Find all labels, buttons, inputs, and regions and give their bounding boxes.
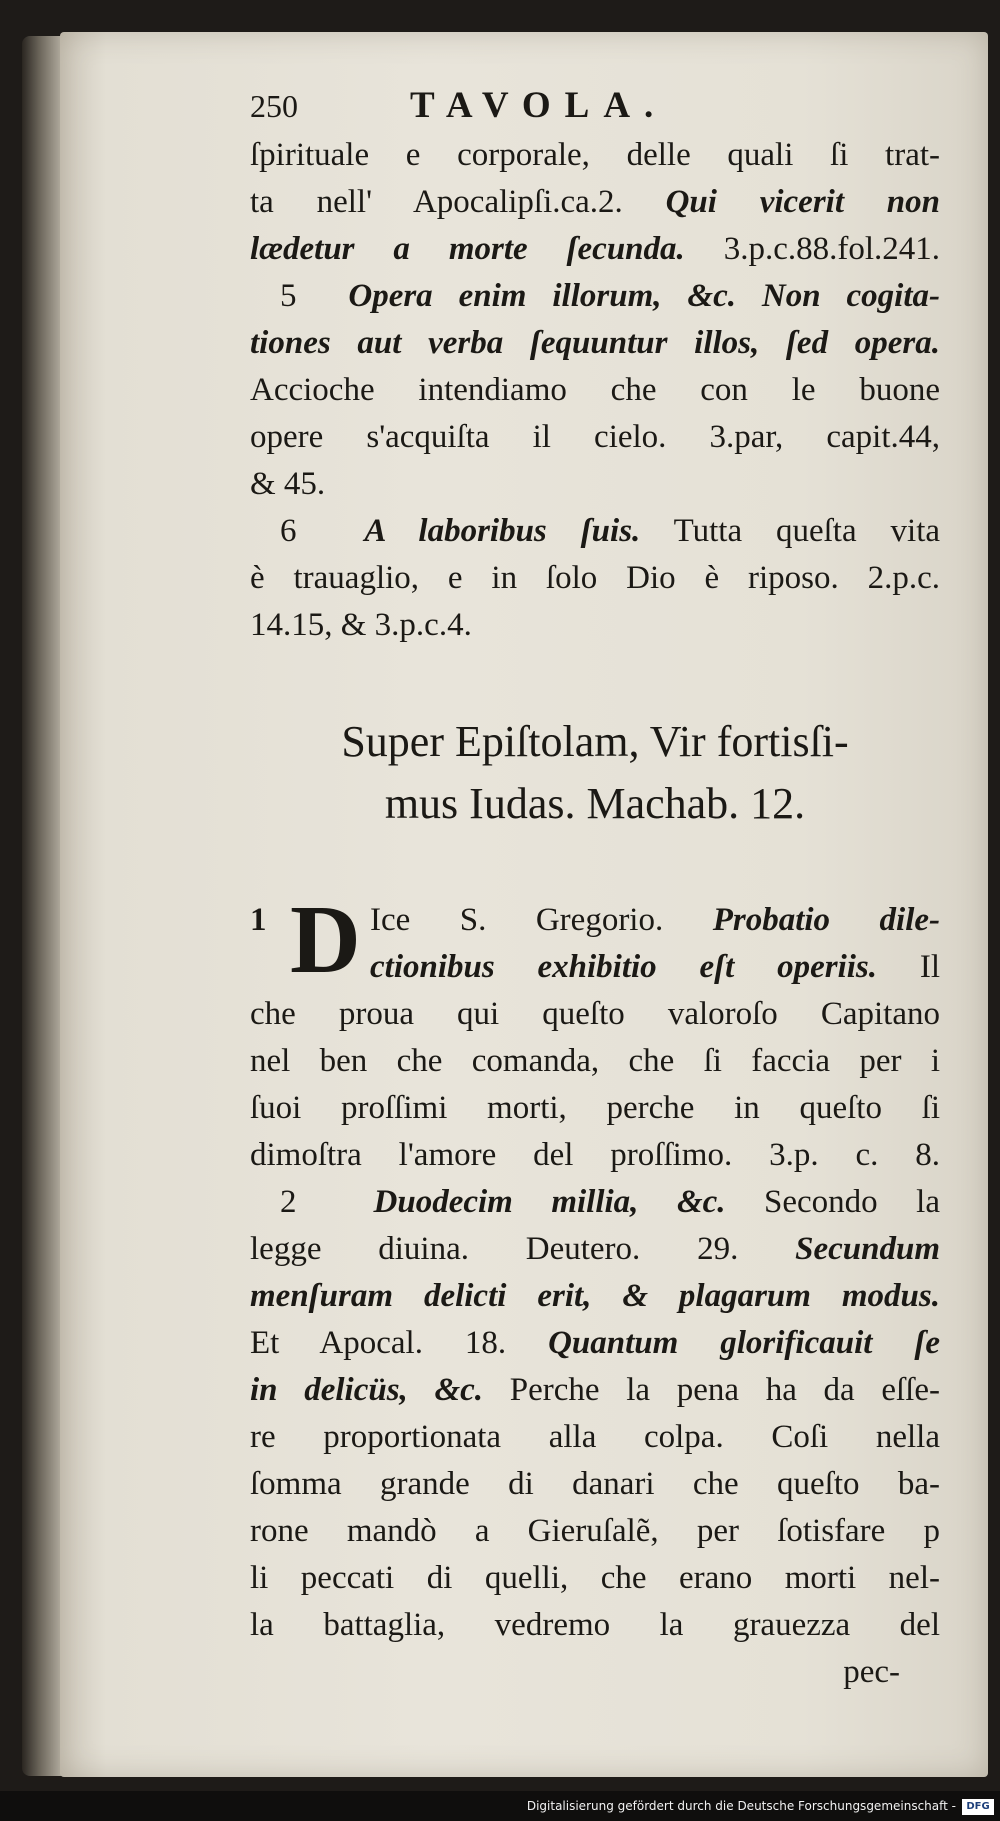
text-line: ſuoi proſſimi morti, perche in queſto ſi xyxy=(250,1090,940,1126)
text-line xyxy=(250,508,940,555)
text-line: ſomma grande di danari che queſto ba- xyxy=(250,1466,940,1502)
drop-capital: D xyxy=(290,886,361,994)
text-line: & 45. xyxy=(250,466,326,502)
text-line xyxy=(250,1226,940,1273)
footer-bar xyxy=(0,1791,1000,1821)
text-line: re proportionata alla colpa. Coſi nella xyxy=(250,1419,940,1455)
heading-line: mus Iudas. Machab. 12. xyxy=(384,779,806,828)
text-span: Ice S. Gregorio. xyxy=(370,902,664,938)
running-head xyxy=(250,82,940,132)
text-line xyxy=(370,944,940,991)
italic-span: Secundum xyxy=(795,1231,941,1267)
text-span: Il xyxy=(919,949,940,985)
digitization-credit: Digitalisierung gefördert durch die Deutsche Forschungsgemeinschaft - xyxy=(526,1799,956,1813)
text-span: Tutta queſta vita xyxy=(673,513,941,549)
text-line: ſpirituale e corporale, delle quali ſi trat- xyxy=(250,137,940,173)
italic-span: ctionibus exhibitio eſt operiis. xyxy=(370,949,878,985)
verse-number: 6 xyxy=(280,513,297,549)
text-span: Perche la pena ha da eſſe- xyxy=(509,1372,941,1408)
text-line: la battaglia, vedremo la grauezza del xyxy=(250,1607,940,1643)
page-number: 250 xyxy=(250,88,298,124)
section-heading xyxy=(250,711,940,835)
italic-span: Duodecim millia, &c. xyxy=(373,1184,726,1220)
dfg-logo: DFG xyxy=(962,1799,994,1815)
text-span: Et Apocal. 18. xyxy=(250,1325,507,1361)
italic-span: Probatio dile- xyxy=(712,902,941,938)
text-line: tiones aut verba ſequuntur illos, ſed opera. xyxy=(250,325,940,361)
dropcap-paragraph xyxy=(250,886,941,994)
italic-span: in delicüs, &c. xyxy=(250,1372,484,1408)
text-line xyxy=(250,273,940,320)
text-line: opere s'acquiſta il cielo. 3.par, capit.44, xyxy=(250,419,940,455)
text-line xyxy=(250,1367,940,1414)
text-line: è trauaglio, e in ſolo Dio è riposo. 2.p.c. xyxy=(250,560,940,596)
text-line xyxy=(370,897,940,944)
text-span: 3.p.c.88.fol.241. xyxy=(723,231,941,267)
italic-span: A laboribus ſuis. xyxy=(364,513,641,549)
text-line: menſuram delicti erit, & plagarum modus. xyxy=(250,1278,940,1314)
text-line xyxy=(250,226,940,273)
italic-span: Opera enim illorum, &c. Non cogita- xyxy=(348,278,941,314)
text-line xyxy=(250,1179,940,1226)
text-line: Accioche intendiamo che con le buone xyxy=(250,372,940,408)
italic-span: Quantum glorificauit ſe xyxy=(548,1325,940,1361)
text-line xyxy=(250,1320,940,1367)
text-line: che proua qui queſto valoroſo Capitano xyxy=(250,996,940,1032)
verse-number: 2 xyxy=(280,1184,297,1220)
running-title: TAVOLA. xyxy=(410,85,668,126)
text-line: nel ben che comanda, che ſi faccia per i xyxy=(250,1043,940,1079)
dropcap-lines xyxy=(370,897,940,991)
text-span: Secondo la xyxy=(764,1184,941,1220)
text-line: li peccati di quelli, che erano morti nel- xyxy=(250,1560,940,1596)
heading-line: Super Epiſtolam, Vir fortisſi- xyxy=(341,717,849,766)
text-line: 14.15, & 3.p.c.4. xyxy=(250,607,472,643)
text-line: dimoſtra l'amore del proſſimo. 3.p. c. 8. xyxy=(250,1137,940,1173)
italic-span: Qui vicerit non xyxy=(665,184,940,220)
catchword: pec- xyxy=(843,1654,900,1690)
text-span: ta nell' Apocalipſi.ca.2. xyxy=(250,184,623,220)
text-span: legge diuina. Deutero. 29. xyxy=(250,1231,739,1267)
verse-number: 5 xyxy=(280,278,297,314)
italic-span: lædetur a morte ſecunda. xyxy=(250,231,685,267)
page-text xyxy=(250,82,940,1696)
verse-number: 1 xyxy=(250,902,267,938)
text-line xyxy=(250,179,940,226)
text-line: rone mandò a Gieruſalẽ, per ſotisfare p xyxy=(250,1513,940,1549)
